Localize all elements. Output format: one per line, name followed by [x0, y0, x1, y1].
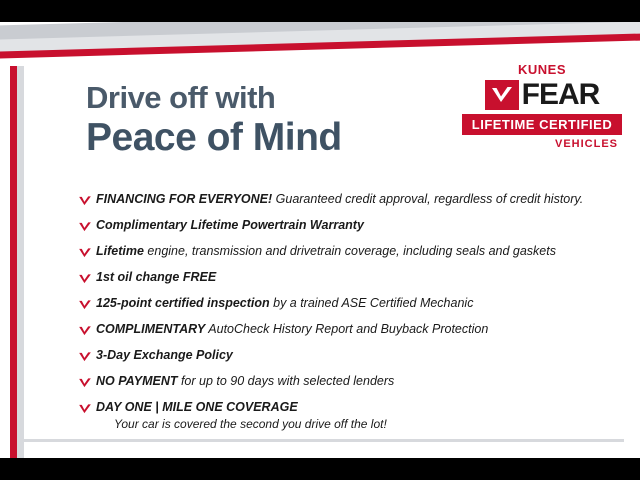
letterbox-top: [0, 0, 640, 22]
list-item: [78, 348, 618, 368]
check-icon: [78, 270, 96, 290]
top-banner: [0, 22, 640, 66]
list-item-bold: Lifetime: [96, 244, 144, 258]
logo-word-fear: FEAR: [521, 78, 600, 111]
list-item-text: [96, 296, 618, 312]
list-item: [78, 322, 618, 342]
check-icon: [78, 400, 96, 420]
benefits-list: [78, 192, 618, 438]
list-item-bold: DAY ONE | MILE ONE COVERAGE: [96, 400, 298, 414]
list-item-bold: Complimentary Lifetime Powertrain Warranty: [96, 218, 364, 232]
list-item-text: [96, 322, 618, 338]
list-item-rest: engine, transmission and drivetrain coverage, including seals and gaskets: [143, 244, 556, 258]
left-grey-bar: [17, 66, 24, 458]
list-item: [78, 400, 618, 432]
check-icon: [78, 218, 96, 238]
logo-certified-banner: LIFETIME CERTIFIED: [462, 114, 622, 135]
list-item-text: [96, 374, 618, 390]
list-item: [78, 244, 618, 264]
list-item-bold: NO PAYMENT: [96, 374, 178, 388]
list-item-bold: 3-Day Exchange Policy: [96, 348, 233, 362]
headline-line-1: Drive off with: [86, 80, 276, 115]
check-icon: [78, 322, 96, 342]
list-item-bold: COMPLIMENTARY: [96, 322, 206, 336]
check-icon: [78, 192, 96, 212]
letterbox-bottom: [0, 458, 640, 480]
headline: [86, 82, 486, 160]
list-item-text: [96, 400, 618, 432]
list-item: [78, 270, 618, 290]
list-item: [78, 218, 618, 238]
list-item-text: [96, 244, 618, 260]
logo-brand-text: KUNES: [517, 62, 566, 77]
bottom-grey-strip: [24, 439, 624, 442]
list-item-text: [96, 218, 618, 234]
ad-canvas: [0, 22, 640, 458]
list-item-rest: for up to 90 days with selected lenders: [177, 374, 395, 388]
list-item-bold: FINANCING FOR EVERYONE!: [96, 192, 273, 206]
list-item-subline: Your car is covered the second you drive off the lot!: [114, 416, 387, 431]
logo-vehicles-text: VEHICLES: [554, 138, 618, 150]
list-item: [78, 192, 618, 212]
kunes-no-fear-logo: [462, 62, 622, 150]
list-item-rest: Guaranteed credit approval, regardless of credit history.: [272, 192, 584, 206]
check-icon: [78, 244, 96, 264]
list-item: [78, 296, 618, 316]
list-item-rest: AutoCheck History Report and Buyback Protection: [205, 322, 489, 336]
list-item-bold: 125-point certified inspection: [96, 296, 270, 310]
logo-nofear-row: [462, 78, 622, 112]
list-item-rest: by a trained ASE Certified Mechanic: [269, 296, 474, 310]
check-icon: [78, 348, 96, 368]
check-icon: [485, 80, 519, 110]
list-item-bold: 1st oil change FREE: [96, 270, 217, 284]
list-item-text: [96, 348, 618, 364]
check-icon: [78, 296, 96, 316]
check-icon: [78, 374, 96, 394]
left-red-bar: [10, 66, 17, 458]
list-item-text: [96, 192, 618, 208]
list-item-text: [96, 270, 618, 286]
list-item: [78, 374, 618, 394]
headline-line-2: Peace of Mind: [86, 116, 342, 159]
